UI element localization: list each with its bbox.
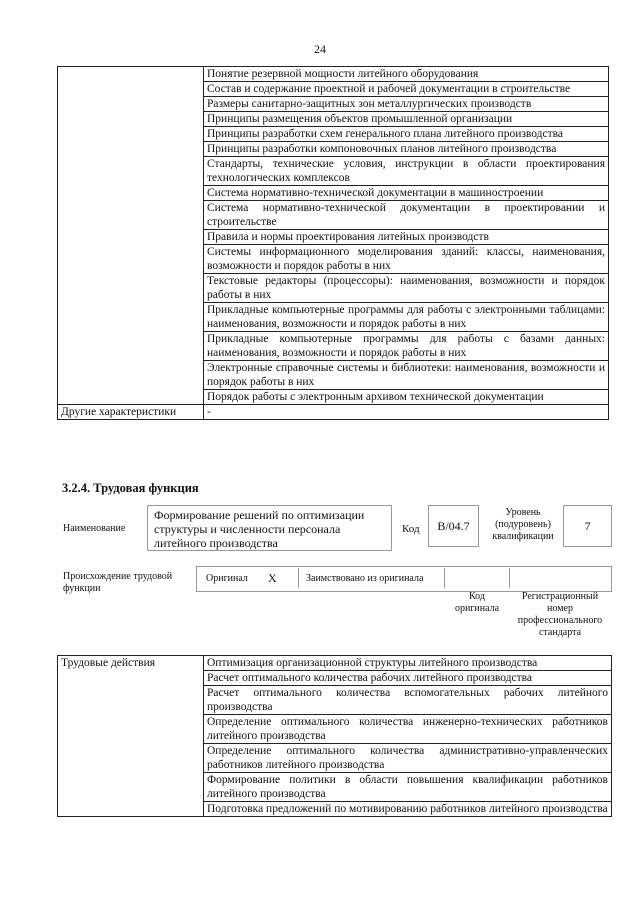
knowledge-item: Размеры санитарно-защитных зон металлургических производств bbox=[204, 97, 609, 112]
actions-item: Определение оптимального количества инженерно-технических работников литейного производства bbox=[204, 715, 612, 744]
knowledge-item: Понятие резервной мощности литейного оборудования bbox=[204, 67, 609, 82]
actions-table bbox=[57, 655, 612, 817]
actions-item: Определение оптимального количества административно-управленческих работников литейного производства bbox=[204, 744, 612, 773]
knowledge-item: Принципы разработки схем генерального плана литейного производства bbox=[204, 127, 609, 142]
actions-item: Оптимизация организационной структуры литейного производства bbox=[204, 656, 612, 671]
section-heading: 3.2.4. Трудовая функция bbox=[62, 481, 199, 495]
actions-item: Расчет оптимального количества вспомогательных рабочих литейного производства bbox=[204, 686, 612, 715]
other-characteristics-value: - bbox=[204, 405, 609, 420]
page-number: 24 bbox=[314, 42, 326, 56]
other-characteristics-row bbox=[58, 405, 609, 420]
knowledge-item: Принципы разработки компоновочных планов литейного производства bbox=[204, 142, 609, 157]
function-name: Формирование решений по оптимизации структуры и численности персонала литейного производства bbox=[154, 508, 365, 550]
origin-divider-3 bbox=[509, 568, 510, 588]
level-box bbox=[563, 505, 612, 547]
knowledge-item: Текстовые редакторы (процессоры): наименования, возможности и порядок работы в них bbox=[204, 274, 609, 303]
original-label: Оригинал bbox=[206, 573, 248, 584]
knowledge-label-cell bbox=[58, 67, 204, 405]
knowledge-item: Электронные справочные системы и библиотеки: наименования, возможности и порядок работы в них bbox=[204, 361, 609, 390]
knowledge-row bbox=[58, 67, 609, 82]
actions-item: Расчет оптимального количества рабочих литейного производства bbox=[204, 671, 612, 686]
actions-item: Подготовка предложений по мотивированию работников литейного производства bbox=[204, 802, 612, 817]
knowledge-item: Правила и нормы проектирования литейных производств bbox=[204, 230, 609, 245]
knowledge-item: Прикладные компьютерные программы для работы с электронными таблицами: наименования, возможности и порядок работы в них bbox=[204, 303, 609, 332]
knowledge-item: Состав и содержание проектной и рабочей документации в строительстве bbox=[204, 82, 609, 97]
knowledge-item: Системы информационного моделирования зданий: классы, наименования, возможности и порядок работы в них bbox=[204, 245, 609, 274]
actions-item: Формирование политики в области повышения квалификации работников литейного производства bbox=[204, 773, 612, 802]
other-characteristics-label: Другие характеристики bbox=[58, 405, 204, 420]
knowledge-item: Прикладные компьютерные программы для работы с базами данных: наименования, возможности и порядок работы в них bbox=[204, 332, 609, 361]
level-label: Уровень (подуровень) квалификации bbox=[492, 507, 554, 542]
name-box bbox=[147, 505, 392, 551]
knowledge-item: Система нормативно-технической документации в проектировании и строительстве bbox=[204, 201, 609, 230]
name-label: Наименование bbox=[63, 523, 126, 534]
origin-code-label: Код оригинала bbox=[454, 591, 500, 614]
knowledge-item: Порядок работы с электронным архивом технической документации bbox=[204, 390, 609, 405]
original-mark: X bbox=[268, 571, 277, 585]
code-value: B/04.7 bbox=[437, 519, 470, 533]
borrowed-label: Заимствовано из оригинала bbox=[306, 573, 424, 584]
code-box bbox=[428, 505, 479, 547]
actions-row bbox=[58, 656, 612, 671]
origin-divider-1 bbox=[298, 568, 299, 588]
knowledge-item: Стандарты, технические условия, инструкции в области проектирования технологических комплексов bbox=[204, 157, 609, 186]
origin-label: Происхождение трудовой функции bbox=[63, 571, 173, 594]
origin-divider-2 bbox=[444, 568, 445, 588]
knowledge-item: Система нормативно-технической документации в машиностроении bbox=[204, 186, 609, 201]
actions-label-cell: Трудовые действия bbox=[58, 656, 204, 817]
level-value: 7 bbox=[584, 519, 591, 533]
knowledge-item: Принципы размещения объектов промышленной организации bbox=[204, 112, 609, 127]
reg-number-label: Регистрационный номер профессионального стандарта bbox=[517, 591, 603, 638]
knowledge-table bbox=[57, 66, 609, 420]
code-label: Код bbox=[402, 523, 420, 535]
